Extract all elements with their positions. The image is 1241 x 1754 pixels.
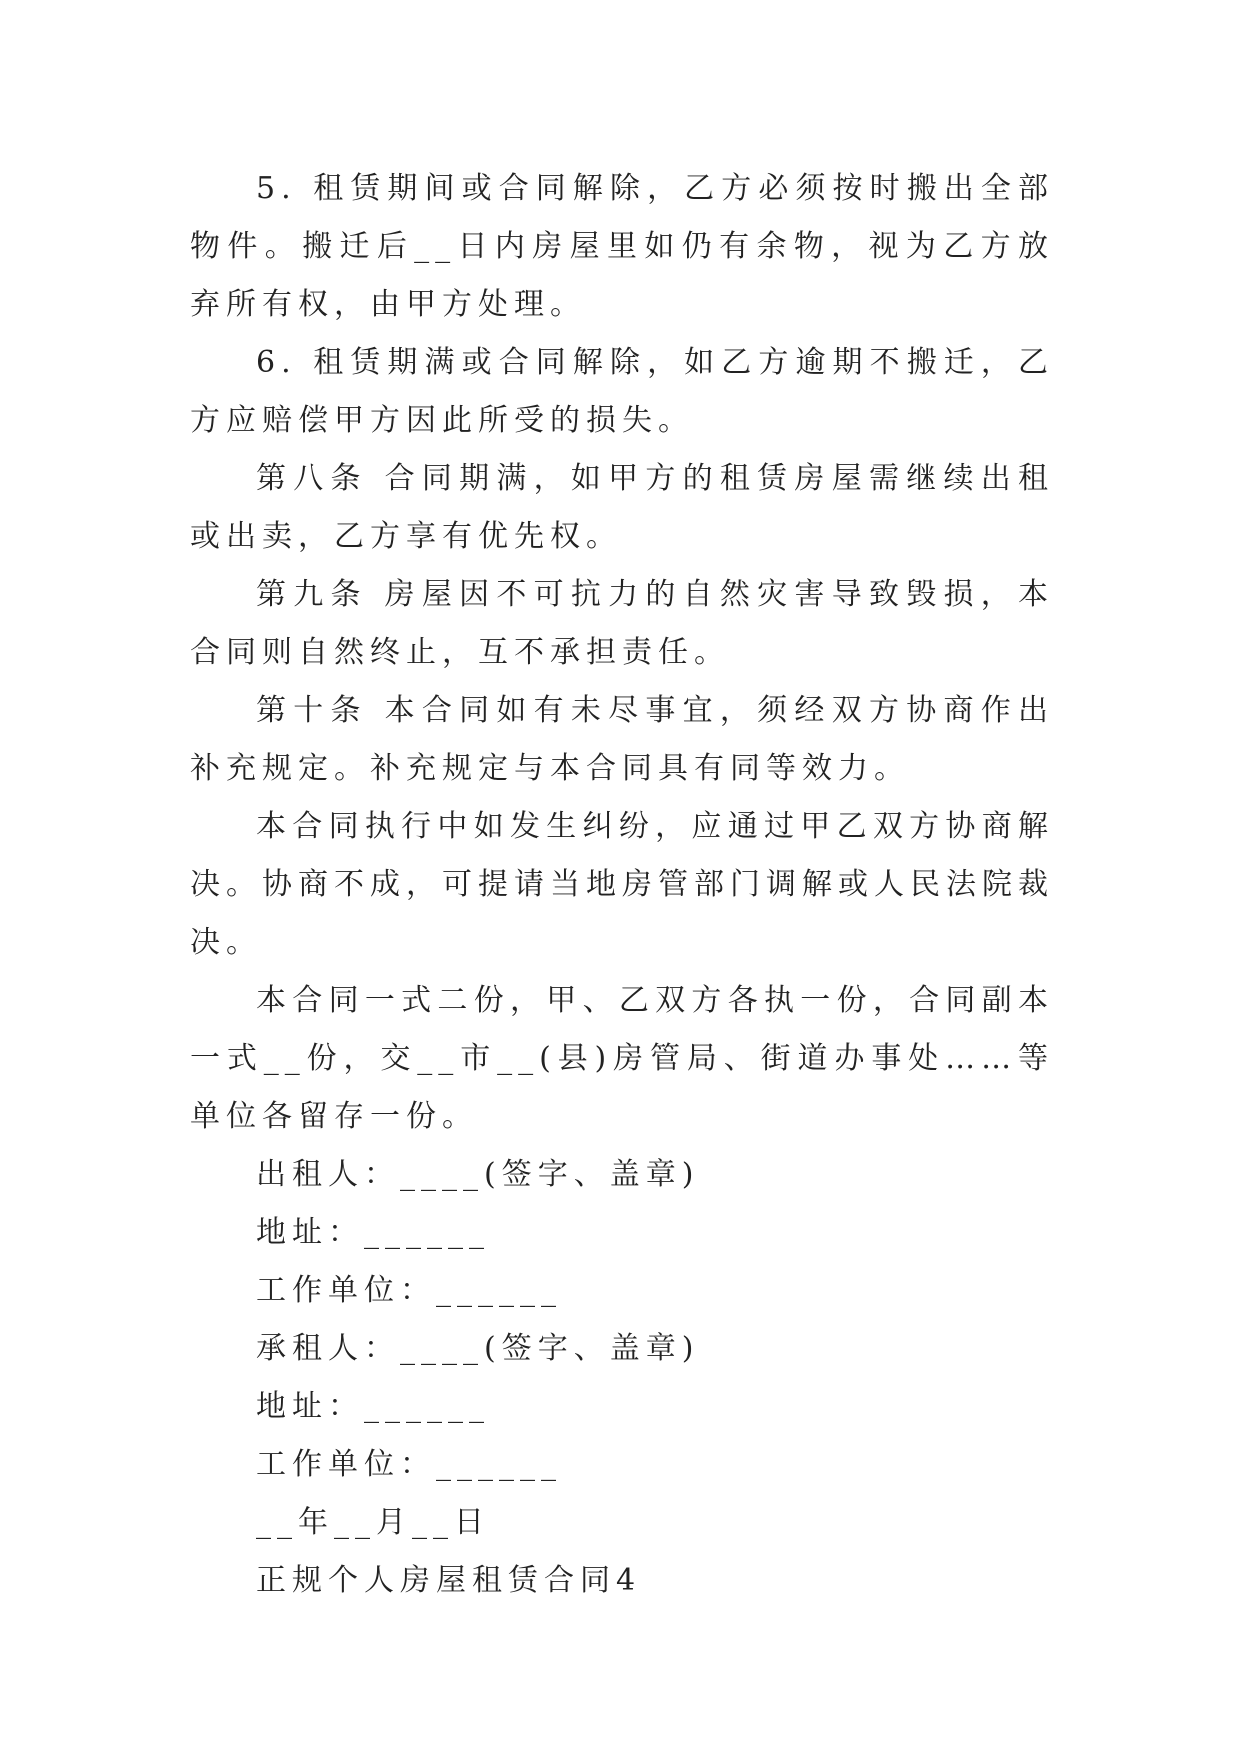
copies-paragraph: 本合同一式二份，甲、乙双方各执一份，合同副本一式__份，交__市__(县)房管局、街道办事处……等单位各留存一份。 <box>190 983 1054 1134</box>
article-10-paragraph: 第十条 本合同如有未尽事宜，须经双方协商作出补充规定。补充规定与本合同具有同等效力。 <box>190 693 1054 786</box>
article-9-paragraph: 第九条 房屋因不可抗力的自然灾害导致毁损，本合同则自然终止，互不承担责任。 <box>190 577 1054 670</box>
lessor-signature-line: 出租人：____(签字、盖章) <box>256 1157 700 1192</box>
lessee-address-line: 地址：______ <box>256 1389 490 1424</box>
clause-5-paragraph: 5. 租赁期间或合同解除，乙方必须按时搬出全部物件。搬迁后__日内房屋里如仍有余物，视为乙方放弃所有权，由甲方处理。 <box>190 171 1054 322</box>
lessor-address-line: 地址：______ <box>256 1215 490 1250</box>
lessee-workplace-line: 工作单位：______ <box>256 1447 562 1482</box>
next-contract-heading: 正规个人房屋租赁合同4 <box>256 1563 642 1598</box>
clause-6-paragraph: 6. 租赁期满或合同解除，如乙方逾期不搬迁，乙方应赔偿甲方因此所受的损失。 <box>190 345 1054 438</box>
article-8-paragraph: 第八条 合同期满，如甲方的租赁房屋需继续出租或出卖，乙方享有优先权。 <box>190 461 1054 554</box>
lessor-workplace-line: 工作单位：______ <box>256 1273 562 1308</box>
document-body <box>190 160 1054 1610</box>
lessee-signature-line: 承租人：____(签字、盖章) <box>256 1331 700 1366</box>
date-line: __年__月__日 <box>256 1505 490 1540</box>
dispute-resolution-paragraph: 本合同执行中如发生纠纷，应通过甲乙双方协商解决。协商不成，可提请当地房管部门调解或人民法院裁决。 <box>190 809 1054 960</box>
